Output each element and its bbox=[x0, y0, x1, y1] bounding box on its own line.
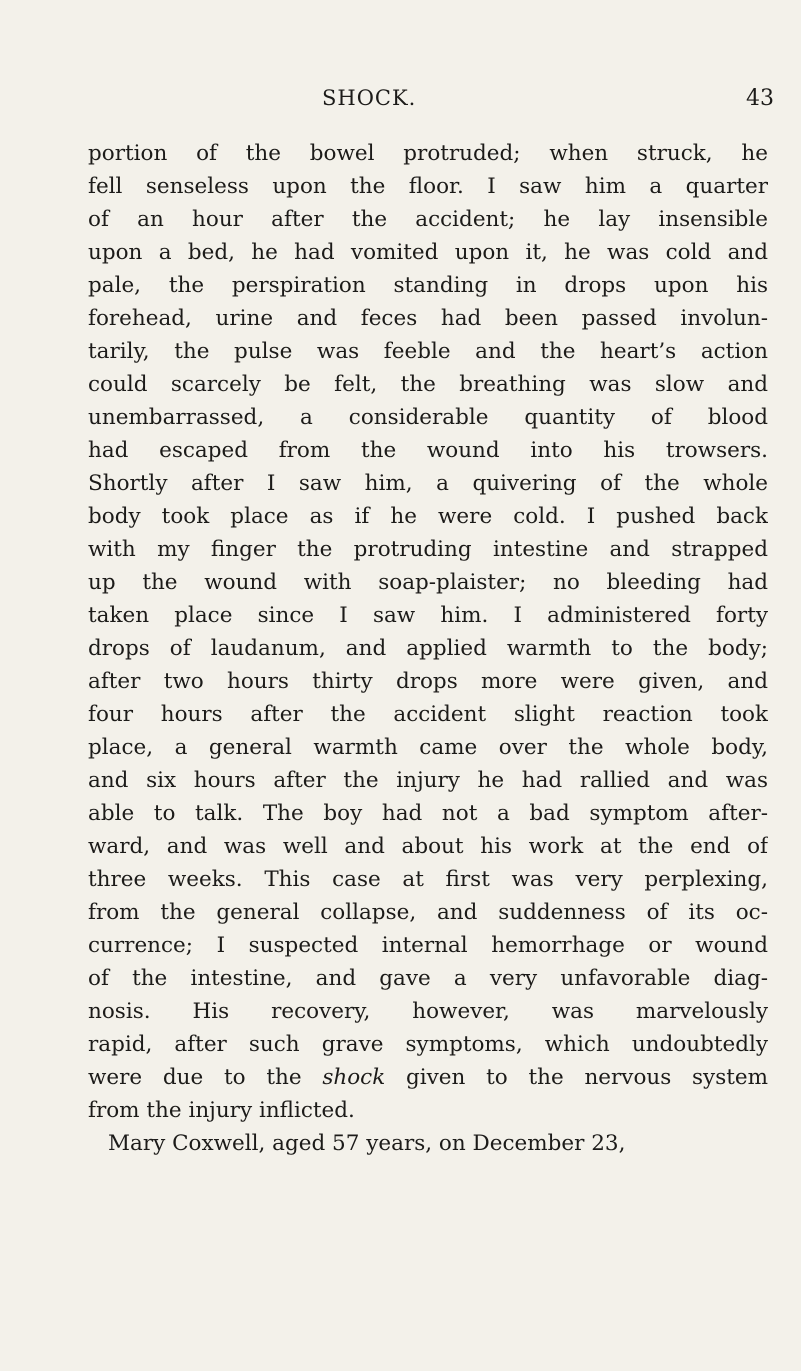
text-line: unembarrassed, a considerable quantity of blood bbox=[88, 405, 768, 430]
text-line-mixed bbox=[88, 1061, 768, 1094]
text-line: four hours after the accident slight reaction took bbox=[88, 702, 768, 727]
text-line: ward, and was well and about his work at the end of bbox=[88, 834, 768, 859]
text-line: could scarcely be felt, the breathing was slow and bbox=[88, 372, 768, 397]
running-head bbox=[322, 86, 774, 114]
text-line: drops of laudanum, and applied warmth to the body; bbox=[88, 636, 768, 661]
text-line: with my finger the protruding intestine and strapped bbox=[88, 537, 768, 562]
text-line: upon a bed, he had vomited upon it, he was cold and bbox=[88, 240, 768, 265]
text-line: from the injury inflicted. bbox=[88, 1098, 355, 1123]
text-line: had escaped from the wound into his trowsers. bbox=[88, 438, 768, 463]
text-line: body took place as if he were cold. I pushed back bbox=[88, 504, 768, 529]
text-line: place, a general warmth came over the whole body, bbox=[88, 735, 768, 760]
text-line: Mary Coxwell, aged 57 years, on December 23, bbox=[108, 1131, 626, 1156]
text-line: currence; I suspected internal hemorrhage or wound bbox=[88, 933, 768, 958]
text-line: after two hours thirty drops more were given, and bbox=[88, 669, 768, 694]
text-line: portion of the bowel protruded; when struck, he bbox=[88, 141, 768, 166]
running-head-title: SHOCK. bbox=[322, 86, 417, 110]
text-line: pale, the perspiration standing in drops upon his bbox=[88, 273, 768, 298]
text-line: tarily, the pulse was feeble and the heart’s action bbox=[88, 339, 768, 364]
text-line: Shortly after I saw him, a quivering of the whole bbox=[88, 471, 768, 496]
text-line: of the intestine, and gave a very unfavorable diag- bbox=[88, 966, 768, 991]
text-line: from the general collapse, and suddenness of its oc- bbox=[88, 900, 768, 925]
text-line: three weeks. This case at first was very perplexing, bbox=[88, 867, 768, 892]
text-line: of an hour after the accident; he lay insensible bbox=[88, 207, 768, 232]
text-line: rapid, after such grave symptoms, which undoubtedly bbox=[88, 1032, 768, 1057]
text-line: and six hours after the injury he had rallied and was bbox=[88, 768, 768, 793]
text-line: fell senseless upon the floor. I saw him a quarter bbox=[88, 174, 768, 199]
italic-word: shock bbox=[322, 1065, 386, 1090]
text-line: forehead, urine and feces had been passed involun- bbox=[88, 306, 768, 331]
text-segment: given to the nervous system bbox=[385, 1065, 768, 1090]
text-line: nosis. His recovery, however, was marvelously bbox=[88, 999, 768, 1024]
text-line: up the wound with soap-plaister; no bleeding had bbox=[88, 570, 768, 595]
text-segment: were due to the bbox=[88, 1065, 302, 1090]
page-number: 43 bbox=[746, 86, 774, 111]
text-line: taken place since I saw him. I administered forty bbox=[88, 603, 768, 628]
text-line: able to talk. The boy had not a bad symptom after- bbox=[88, 801, 768, 826]
